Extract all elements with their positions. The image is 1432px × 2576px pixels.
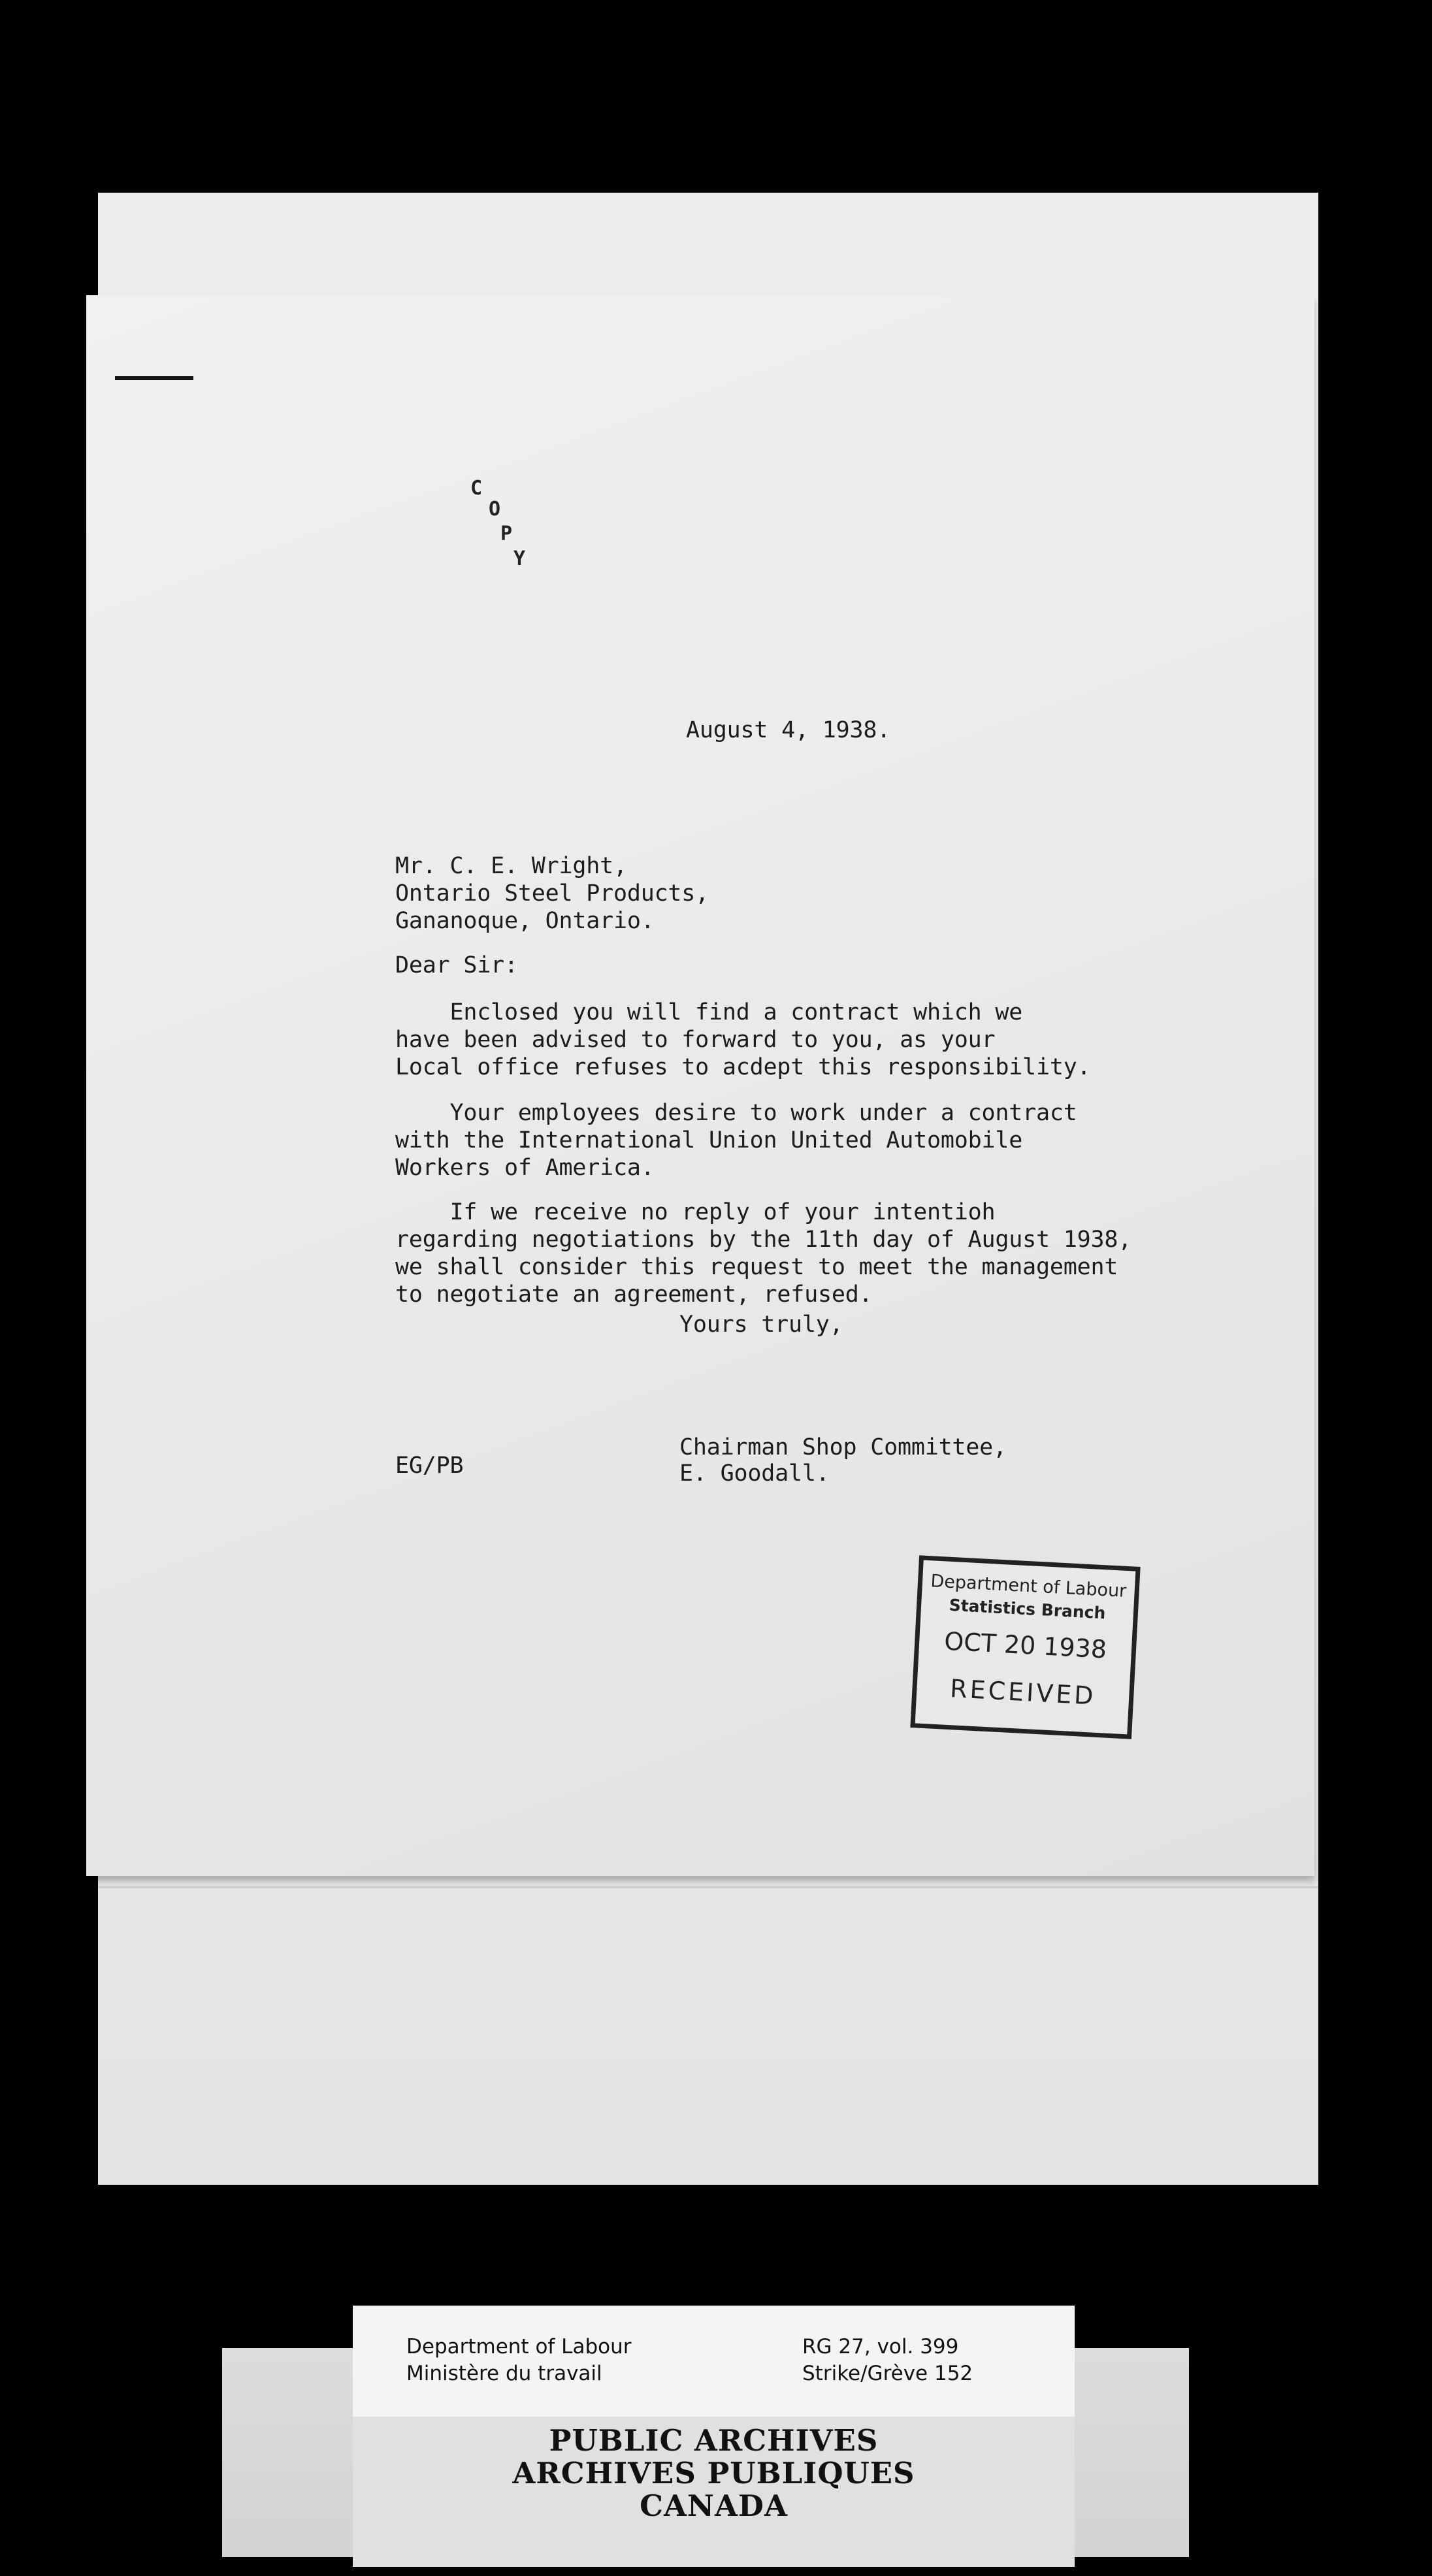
recipient-line-2: Ontario Steel Products, — [395, 880, 709, 907]
paragraph-2-line-1: Your employees desire to work under a contract — [395, 1100, 1077, 1126]
label-strike: Strike/Grève 152 — [802, 2362, 973, 2385]
signature-name: E. Goodall. — [679, 1460, 830, 1487]
stamp-department: Department of Labour — [930, 1571, 1128, 1602]
stamp-date: OCT 20 1938 — [943, 1626, 1108, 1664]
letter-date: August 4, 1938. — [686, 717, 891, 743]
paragraph-1-line-3: Local office refuses to acdept this responsibility. — [395, 1054, 1091, 1080]
paragraph-3-line-4: to negotiate an agreement, refused. — [395, 1281, 873, 1308]
archive-label-card — [353, 2306, 1075, 2417]
salutation: Dear Sir: — [395, 952, 518, 978]
label-reference: RG 27, vol. 399 — [802, 2335, 959, 2359]
archives-line-3: CANADA — [640, 2488, 788, 2523]
paragraph-1-line-2: have been advised to forward to you, as your — [395, 1027, 996, 1053]
copy-letter-y: Y — [513, 547, 526, 570]
copy-letter-c: C — [470, 477, 483, 500]
label-department-en: Department of Labour — [406, 2335, 632, 2359]
stamp-status: RECEIVED — [949, 1674, 1097, 1711]
closing: Yours truly, — [679, 1312, 843, 1338]
received-stamp — [910, 1555, 1140, 1739]
label-department-fr: Ministère du travail — [406, 2362, 602, 2385]
paragraph-3-line-1: If we receive no reply of your intentioh — [395, 1199, 996, 1225]
fold-line — [98, 1886, 1318, 1888]
recipient-line-3: Gananoque, Ontario. — [395, 908, 655, 934]
paragraph-2-line-2: with the International Union United Automobile — [395, 1127, 1023, 1153]
archives-line-2: ARCHIVES PUBLIQUES — [512, 2456, 915, 2490]
paragraph-3-line-3: we shall consider this request to meet the management — [395, 1254, 1118, 1280]
paragraph-3-line-2: regarding negotiations by the 11th day of August 1938, — [395, 1227, 1132, 1253]
paragraph-2-line-3: Workers of America. — [395, 1155, 655, 1181]
copy-letter-o: O — [489, 498, 501, 521]
signature-title: Chairman Shop Committee, — [679, 1434, 1007, 1460]
recipient-line-1: Mr. C. E. Wright, — [395, 853, 627, 879]
archives-line-1: PUBLIC ARCHIVES — [549, 2423, 879, 2458]
margin-mark — [115, 376, 193, 380]
typist-initials: EG/PB — [395, 1453, 464, 1479]
stamp-branch: Statistics Branch — [949, 1595, 1107, 1623]
paragraph-1-line-1: Enclosed you will find a contract which we — [395, 999, 1023, 1025]
copy-letter-p: P — [500, 523, 513, 545]
